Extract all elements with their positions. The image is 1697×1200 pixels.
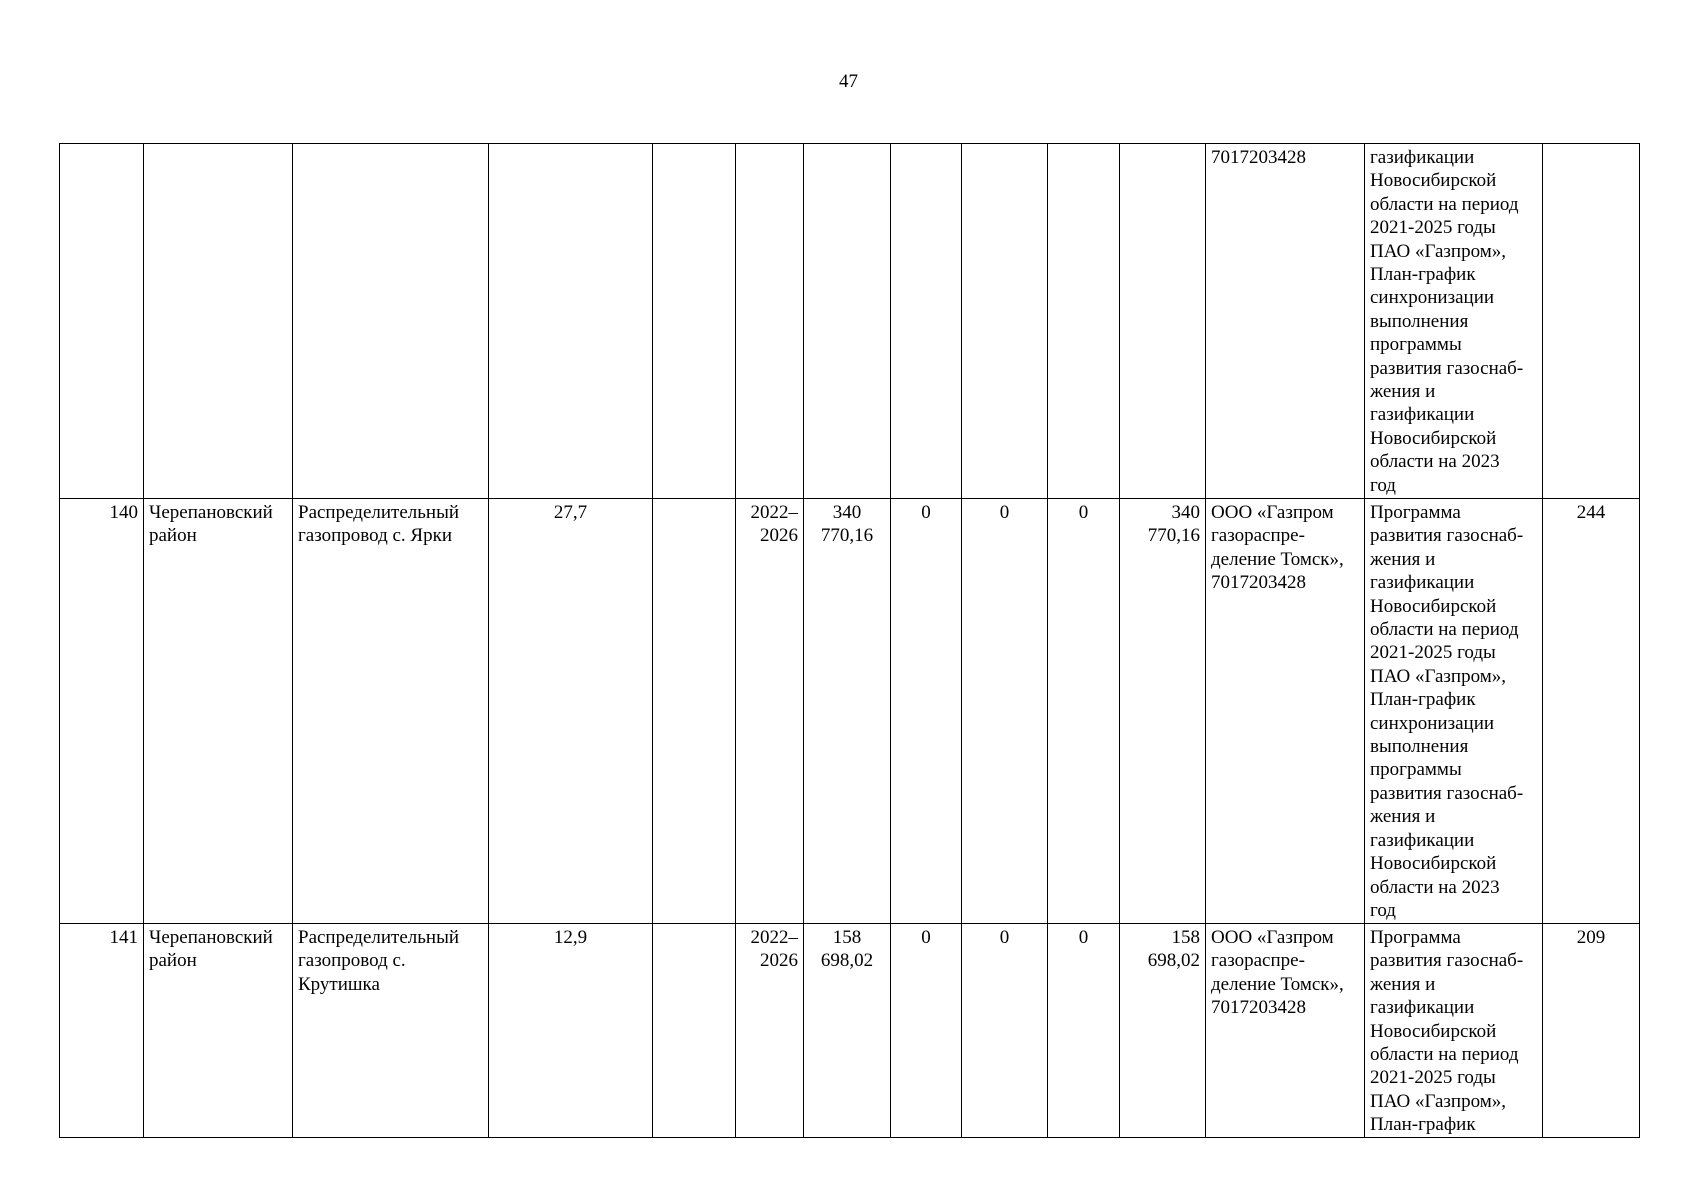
page-number: 47 (839, 71, 858, 92)
cell-no: 140 (60, 499, 144, 924)
cell-last: 244 (1543, 499, 1640, 924)
cell-length (489, 144, 653, 499)
cell-col8: 0 (891, 499, 962, 924)
cell-district: Черепановский район (144, 924, 293, 1138)
cell-period: 2022– 2026 (736, 499, 804, 924)
table-row (60, 499, 1640, 924)
cell-col8 (891, 144, 962, 499)
table-row (60, 924, 1640, 1138)
cell-program: газификации Новосибирской области на период 2021-2025 годы ПАО «Газпром», План-график синхронизации выполнения программы развития газоснаб- жения и газификации Новосибирской области на 2023 год (1365, 144, 1543, 499)
cell-total: 340 770,16 (804, 499, 891, 924)
cell-district (144, 144, 293, 499)
cell-organization: ООО «Газпром газораспре- деление Томск», 7017203428 (1206, 924, 1365, 1138)
gasification-table (59, 143, 1640, 1138)
cell-program: Программа развития газоснаб- жения и газификации Новосибирской области на период 2021-2025 годы ПАО «Газпром», План-график (1365, 924, 1543, 1138)
cell-period (736, 144, 804, 499)
cell-col11: 158 698,02 (1120, 924, 1206, 1138)
cell-col9: 0 (962, 499, 1048, 924)
cell-total: 158 698,02 (804, 924, 891, 1138)
cell-col11: 340 770,16 (1120, 499, 1206, 924)
cell-total (804, 144, 891, 499)
cell-district: Черепановский район (144, 499, 293, 924)
cell-col11 (1120, 144, 1206, 499)
cell-col9: 0 (962, 924, 1048, 1138)
cell-period: 2022– 2026 (736, 924, 804, 1138)
cell-col10 (1048, 144, 1120, 499)
cell-object: Распределительный газопровод с. Крутишка (293, 924, 489, 1138)
cell-col5 (653, 499, 736, 924)
cell-col5 (653, 144, 736, 499)
cell-length: 12,9 (489, 924, 653, 1138)
cell-organization: 7017203428 (1206, 144, 1365, 499)
cell-col8: 0 (891, 924, 962, 1138)
cell-program: Программа развития газоснаб- жения и газификации Новосибирской области на период 2021-2025 годы ПАО «Газпром», План-график синхронизации выполнения программы развития газоснаб- жения и газификации Новосибирской области на 2023 год (1365, 499, 1543, 924)
cell-col10: 0 (1048, 924, 1120, 1138)
cell-no (60, 144, 144, 499)
cell-col5 (653, 924, 736, 1138)
cell-object (293, 144, 489, 499)
cell-organization: ООО «Газпром газораспре- деление Томск», 7017203428 (1206, 499, 1365, 924)
cell-col10: 0 (1048, 499, 1120, 924)
cell-last (1543, 144, 1640, 499)
cell-no: 141 (60, 924, 144, 1138)
cell-last: 209 (1543, 924, 1640, 1138)
cell-col9 (962, 144, 1048, 499)
table-row (60, 144, 1640, 499)
cell-length: 27,7 (489, 499, 653, 924)
cell-object: Распределительный газопровод с. Ярки (293, 499, 489, 924)
